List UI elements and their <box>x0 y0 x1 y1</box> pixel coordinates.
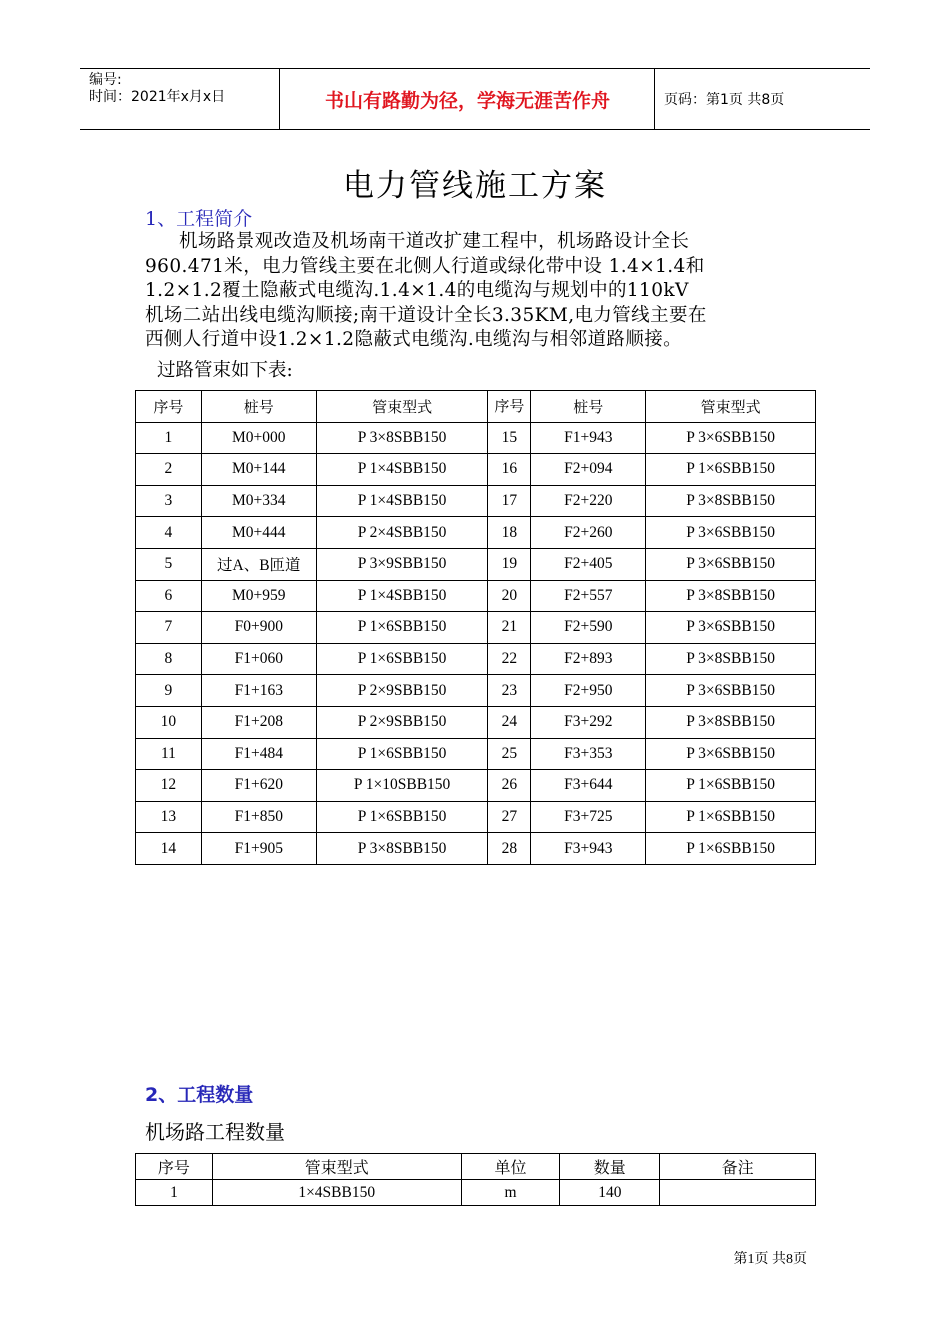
table-cell: P 3×6SBB150 <box>646 548 816 580</box>
table-cell: F1+620 <box>201 770 316 802</box>
table-cell: P 1×6SBB150 <box>316 801 488 833</box>
page-footer: 第1页 共8页 <box>733 1252 807 1267</box>
table-row <box>136 517 816 549</box>
col-header: 管束型式 <box>212 1154 461 1180</box>
table-cell: P 3×8SBB150 <box>646 706 816 738</box>
table-cell: P 1×6SBB150 <box>646 770 816 802</box>
table-row <box>136 675 816 707</box>
table-cell: P 2×9SBB150 <box>316 706 488 738</box>
paragraph-line: 1.2×1.2覆土隐蔽式电缆沟.1.4×1.4的电缆沟与规划中的110kV <box>145 280 689 301</box>
table-row <box>136 1180 816 1206</box>
table-cell: F1+060 <box>201 643 316 675</box>
number-label: 编号: <box>89 72 122 88</box>
table-cell: F3+725 <box>531 801 646 833</box>
table-cell: F3+353 <box>531 738 646 770</box>
table-cell: P 1×4SBB150 <box>316 580 488 612</box>
col-header: 桩号 <box>531 391 646 423</box>
table-cell: 1×4SBB150 <box>212 1180 461 1206</box>
table-cell: P 1×4SBB150 <box>316 485 488 517</box>
table-cell: 18 <box>488 517 531 549</box>
col-header-text: 序号 <box>494 399 525 414</box>
table-cell: 22 <box>488 643 531 675</box>
section1-paragraph <box>145 230 810 353</box>
header-motto: 书山有路勤为径，学海无涯苦作舟 <box>281 69 655 129</box>
table-cell: 2 <box>136 454 202 486</box>
table-cell: P 3×8SBB150 <box>646 643 816 675</box>
table-body <box>136 422 816 864</box>
table-cell: 5 <box>136 548 202 580</box>
table-cell: F3+943 <box>531 833 646 865</box>
col-header <box>488 391 531 423</box>
table-cell: M0+334 <box>201 485 316 517</box>
table-row <box>136 485 816 517</box>
paragraph-line: 机场路景观改造及机场南干道改扩建工程中，机场路设计全长 <box>179 231 690 252</box>
page-header <box>80 68 870 130</box>
table-cell: 14 <box>136 833 202 865</box>
table-cell: 21 <box>488 612 531 644</box>
table-row <box>136 833 816 865</box>
table-cell: F1+484 <box>201 738 316 770</box>
col-header: 管束型式 <box>316 391 488 423</box>
table-row <box>136 580 816 612</box>
table-row <box>136 770 816 802</box>
table-header-row <box>136 1154 816 1180</box>
table-cell: F2+220 <box>531 485 646 517</box>
table-cell: P 2×9SBB150 <box>316 675 488 707</box>
time-label: 时间：2021年x月x日 <box>89 89 226 105</box>
table-cell: 过A、B匝道 <box>201 548 316 580</box>
table-cell: P 3×6SBB150 <box>646 517 816 549</box>
table-cell: 16 <box>488 454 531 486</box>
table-cell: 17 <box>488 485 531 517</box>
table-cell: 7 <box>136 612 202 644</box>
table-lead-text: 过路管束如下表: <box>157 360 293 381</box>
table-cell: F1+905 <box>201 833 316 865</box>
table-cell: 27 <box>488 801 531 833</box>
table-cell: 24 <box>488 706 531 738</box>
col-header: 数量 <box>560 1154 660 1180</box>
col-header: 桩号 <box>201 391 316 423</box>
table-cell: 25 <box>488 738 531 770</box>
table-cell: F2+950 <box>531 675 646 707</box>
table-row <box>136 612 816 644</box>
col-header: 管束型式 <box>646 391 816 423</box>
table-cell: M0+144 <box>201 454 316 486</box>
table-cell: P 3×6SBB150 <box>646 612 816 644</box>
table-cell: P 3×8SBB150 <box>646 485 816 517</box>
table-cell: F0+900 <box>201 612 316 644</box>
section2-heading: 2、工程数量 <box>145 1084 254 1106</box>
section1-heading: 1、工程简介 <box>145 208 253 230</box>
table-cell: P 1×6SBB150 <box>646 454 816 486</box>
table-cell: 1 <box>136 422 202 454</box>
table-cell: 140 <box>560 1180 660 1206</box>
table-cell: F1+943 <box>531 422 646 454</box>
table-cell: 9 <box>136 675 202 707</box>
paragraph-line: 西侧人行道中设1.2×1.2隐蔽式电缆沟.电缆沟与相邻道路顺接。 <box>145 329 683 350</box>
table-cell: P 1×4SBB150 <box>316 454 488 486</box>
table-cell: F2+094 <box>531 454 646 486</box>
table-cell: P 3×8SBB150 <box>316 833 488 865</box>
table-header-row <box>136 391 816 423</box>
table-cell: P 1×6SBB150 <box>646 801 816 833</box>
col-header: 序号 <box>136 1154 213 1180</box>
table-cell: 8 <box>136 643 202 675</box>
table-cell: F2+260 <box>531 517 646 549</box>
col-header: 备注 <box>660 1154 816 1180</box>
table-row <box>136 548 816 580</box>
header-meta <box>80 69 280 129</box>
table-cell: 13 <box>136 801 202 833</box>
document-title: 电力管线施工方案 <box>343 168 607 204</box>
table-cell: P 3×6SBB150 <box>646 675 816 707</box>
table-cell: F2+557 <box>531 580 646 612</box>
table-cell: 4 <box>136 517 202 549</box>
table-row <box>136 801 816 833</box>
table-cell: P 1×6SBB150 <box>316 612 488 644</box>
table-cell: 11 <box>136 738 202 770</box>
table-cell: 10 <box>136 706 202 738</box>
quantity-table <box>135 1153 816 1206</box>
table-cell: P 3×9SBB150 <box>316 548 488 580</box>
table-cell: P 3×6SBB150 <box>646 422 816 454</box>
table-cell: 3 <box>136 485 202 517</box>
table-cell: 19 <box>488 548 531 580</box>
table-cell: m <box>461 1180 560 1206</box>
table-cell: P 2×4SBB150 <box>316 517 488 549</box>
table-cell: F1+163 <box>201 675 316 707</box>
crossing-pipe-table <box>135 390 816 865</box>
paragraph-line: 960.471米，电力管线主要在北侧人行道或绿化带中设 1.4×1.4和 <box>145 255 705 277</box>
table-cell: F3+644 <box>531 770 646 802</box>
table-cell: 28 <box>488 833 531 865</box>
table-cell: P 3×8SBB150 <box>316 422 488 454</box>
table-cell: F2+893 <box>531 643 646 675</box>
table-cell: P 1×10SBB150 <box>316 770 488 802</box>
table-cell: F2+590 <box>531 612 646 644</box>
table-cell: 20 <box>488 580 531 612</box>
table-row <box>136 738 816 770</box>
table-body <box>136 1180 816 1206</box>
table-cell: M0+959 <box>201 580 316 612</box>
table-cell: P 3×6SBB150 <box>646 738 816 770</box>
table-cell: F3+292 <box>531 706 646 738</box>
table-cell: P 1×6SBB150 <box>646 833 816 865</box>
table-cell: 26 <box>488 770 531 802</box>
table-cell: M0+444 <box>201 517 316 549</box>
header-page-info: 页码：第1页 共8页 <box>664 92 785 108</box>
table-cell: M0+000 <box>201 422 316 454</box>
table-cell: P 3×8SBB150 <box>646 580 816 612</box>
table-row <box>136 422 816 454</box>
table-cell: 15 <box>488 422 531 454</box>
table-cell: P 1×6SBB150 <box>316 643 488 675</box>
table-cell <box>660 1180 816 1206</box>
table-cell: P 1×6SBB150 <box>316 738 488 770</box>
table-cell: 1 <box>136 1180 213 1206</box>
table-cell: F2+405 <box>531 548 646 580</box>
table-cell: 6 <box>136 580 202 612</box>
paragraph-line: 机场二站出线电缆沟顺接;南干道设计全长3.35KM,电力管线主要在 <box>145 304 707 326</box>
col-header: 序号 <box>136 391 202 423</box>
table-cell: F1+850 <box>201 801 316 833</box>
section2-subheading: 机场路工程数量 <box>145 1120 285 1144</box>
table-row <box>136 454 816 486</box>
table-cell: 12 <box>136 770 202 802</box>
table-row <box>136 643 816 675</box>
table-row <box>136 706 816 738</box>
col-header: 单位 <box>461 1154 560 1180</box>
table-cell: F1+208 <box>201 706 316 738</box>
table-cell: 23 <box>488 675 531 707</box>
